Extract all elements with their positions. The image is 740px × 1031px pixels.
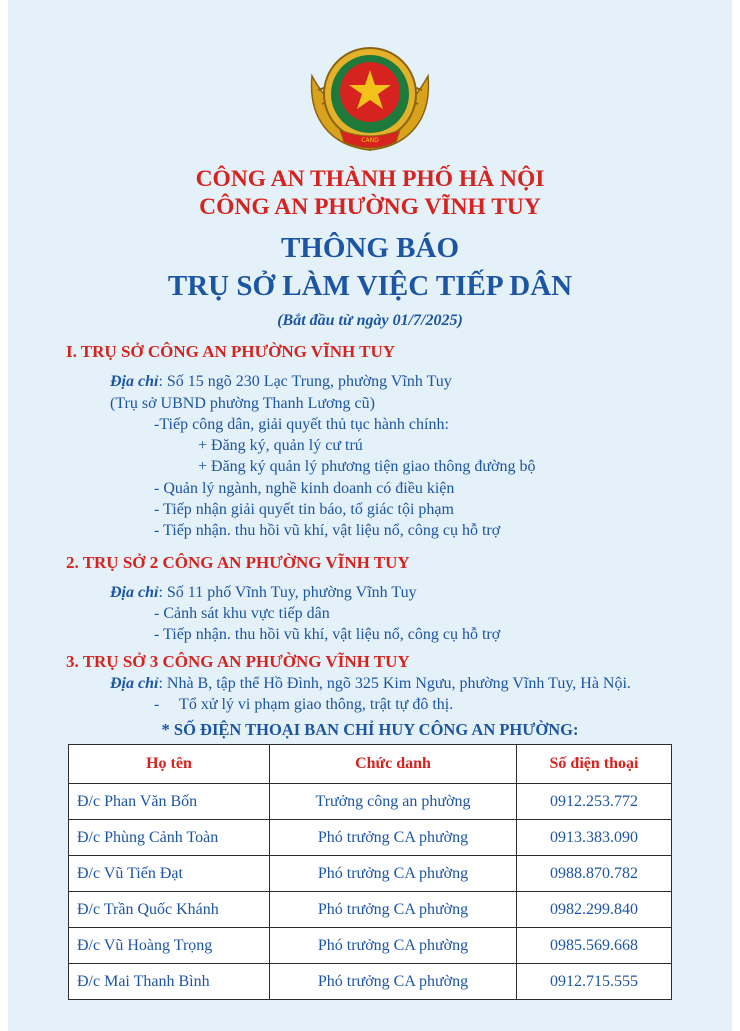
cell-name: Đ/c Phùng Cảnh Toàn: [69, 820, 270, 856]
section-2-heading: 2. TRỤ SỞ 2 CÔNG AN PHƯỜNG VĨNH TUY: [66, 553, 410, 572]
table-row: [69, 964, 672, 1000]
address-label: Địa chỉ: [110, 675, 159, 692]
org-line-1: CÔNG AN THÀNH PHỐ HÀ NỘI: [195, 166, 545, 192]
table-row: [69, 892, 672, 928]
cell-title: Trưởng công an phường: [270, 784, 517, 820]
address-label: Địa chỉ: [110, 584, 159, 601]
list-item: - Tiếp nhận. thu hồi vũ khí, vật liệu nổ, công cụ hỗ trợ: [154, 626, 501, 643]
section-3-address: [110, 675, 631, 693]
cell-name: Đ/c Vũ Hoàng Trọng: [69, 928, 270, 964]
cell-title: Phó trưởng CA phường: [270, 964, 517, 1000]
table-row: [69, 928, 672, 964]
cell-phone[interactable]: 0913.383.090: [517, 820, 672, 856]
title-line-1: THÔNG BÁO: [280, 232, 460, 264]
cell-name: Đ/c Phan Văn Bốn: [69, 784, 270, 820]
police-emblem-icon: [300, 38, 440, 158]
svg-text:CAND: CAND: [361, 137, 379, 144]
cell-name: Đ/c Mai Thanh Bình: [69, 964, 270, 1000]
contact-table: [68, 744, 672, 1000]
cell-name: Đ/c Vũ Tiến Đạt: [69, 856, 270, 892]
address-text: : Số 11 phố Vĩnh Tuy, phường Vĩnh Tuy: [158, 584, 417, 601]
cell-name: Đ/c Trần Quốc Khánh: [69, 892, 270, 928]
cell-phone[interactable]: 0982.299.840: [517, 892, 672, 928]
phone-heading: * SỐ ĐIỆN THOẠI BAN CHỈ HUY CÔNG AN PHƯỜNG:: [161, 720, 579, 739]
list-item: + Đăng ký quản lý phương tiện giao thông đường bộ: [198, 458, 536, 475]
cell-title: Phó trưởng CA phường: [270, 892, 517, 928]
org-line-2: CÔNG AN PHƯỜNG VĨNH TUY: [199, 194, 541, 220]
list-item: - Tiếp nhận giải quyết tin báo, tố giác tội phạm: [154, 501, 454, 518]
list-item: - Cảnh sát khu vực tiếp dân: [154, 605, 330, 622]
address-label: Địa chỉ: [110, 373, 159, 390]
address-text: : Nhà B, tập thể Hồ Đình, ngõ 325 Kim Ngưu, phường Vĩnh Tuy, Hà Nội.: [158, 675, 631, 692]
cell-title: Phó trưởng CA phường: [270, 820, 517, 856]
section-2-address: [110, 584, 417, 602]
column-header-title: Chức danh: [270, 745, 517, 784]
list-item: - Quản lý ngành, nghề kinh doanh có điều kiện: [154, 480, 455, 497]
list-item: + Đăng ký, quản lý cư trú: [198, 437, 363, 454]
cell-title: Phó trưởng CA phường: [270, 856, 517, 892]
cell-phone[interactable]: 0988.870.782: [517, 856, 672, 892]
cell-phone[interactable]: 0912.253.772: [517, 784, 672, 820]
section-1-address-note: (Trụ sở UBND phường Thanh Lương cũ): [110, 395, 375, 412]
table-row: [69, 820, 672, 856]
column-header-phone: Số điện thoại: [517, 745, 672, 784]
section-1-heading: I. TRỤ SỞ CÔNG AN PHƯỜNG VĨNH TUY: [66, 342, 396, 361]
section-3-heading: 3. TRỤ SỞ 3 CÔNG AN PHƯỜNG VĨNH TUY: [66, 652, 410, 671]
list-item: - Tổ xử lý vi phạm giao thông, trật tự đô thị.: [154, 696, 454, 713]
list-item: -Tiếp công dân, giải quyết thủ tục hành chính:: [154, 416, 449, 433]
cell-title: Phó trưởng CA phường: [270, 928, 517, 964]
section-1-address: [110, 373, 452, 391]
cell-phone[interactable]: 0985.569.668: [517, 928, 672, 964]
cell-phone[interactable]: 0912.715.555: [517, 964, 672, 1000]
title-line-2: TRỤ SỞ LÀM VIỆC TIẾP DÂN: [167, 270, 573, 302]
table-row: [69, 856, 672, 892]
column-header-name: Họ tên: [69, 745, 270, 784]
list-item: - Tiếp nhận. thu hồi vũ khí, vật liệu nổ, công cụ hỗ trợ: [154, 522, 501, 539]
address-text: : Số 15 ngõ 230 Lạc Trung, phường Vĩnh Tuy: [158, 373, 452, 390]
table-header-row: [69, 745, 672, 784]
subtitle: (Bắt đầu từ ngày 01/7/2025): [277, 312, 463, 329]
table-row: [69, 784, 672, 820]
